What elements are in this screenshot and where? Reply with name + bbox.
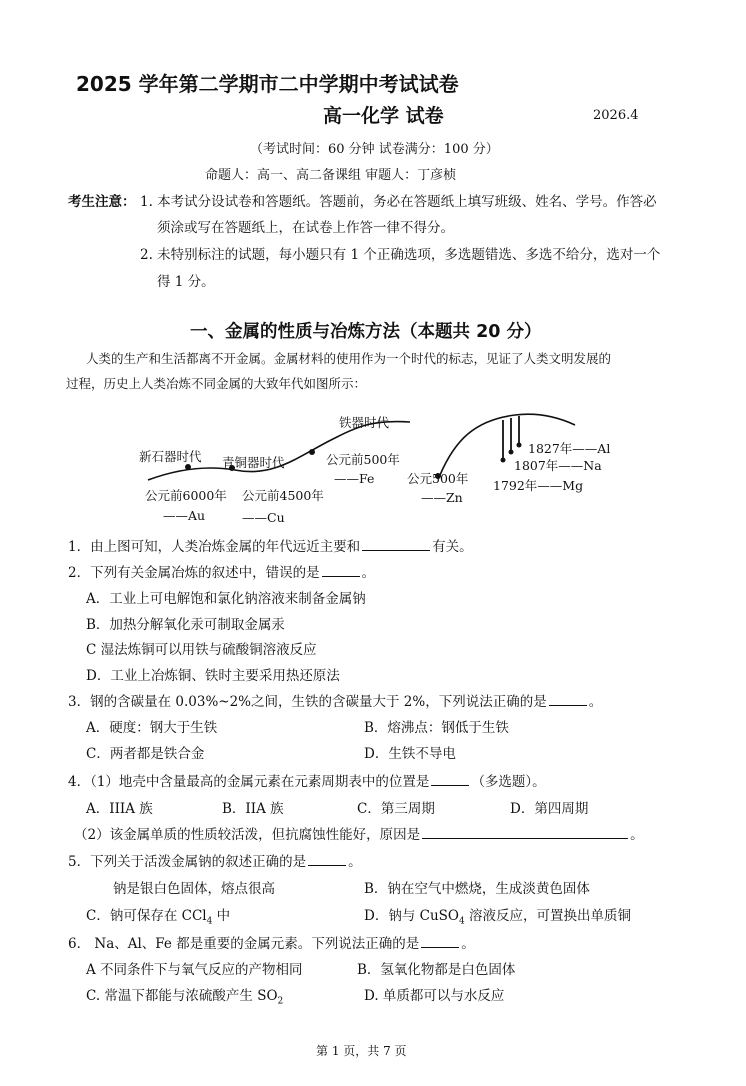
label-au: ——Au <box>163 508 206 523</box>
notice-item2-line2: 得 1 分。 <box>157 274 215 290</box>
q2-option-d[interactable]: D．工业上冶炼铜、铁时主要采用热还原法 <box>86 668 340 684</box>
exam-subtitle: 高一化学 试卷 <box>323 105 444 127</box>
notice-item1-line2: 须涂或写在答题纸上，在试卷上作答一律不得分。 <box>157 220 454 236</box>
q1-answer-blank[interactable] <box>362 549 430 551</box>
q6-option-d[interactable]: D. 单质都可以与水反应 <box>364 988 505 1004</box>
section-intro-line1: 人类的生产和生活都离不开金属。金属材料的使用作为一个时代的标志，见证了人类文明发展的 <box>86 351 612 366</box>
label-fe-year: 公元前500年 <box>326 452 400 467</box>
marker-fe <box>309 449 315 455</box>
label-zn: ——Zn <box>421 490 463 505</box>
q2-option-a[interactable]: A．工业上可电解饱和氯化钠溶液来制备金属钠 <box>86 591 366 607</box>
exam-date: 2026.4 <box>593 108 639 123</box>
section-heading: 一、金属的性质与冶炼方法（本题共 20 分） <box>190 322 542 342</box>
q3-option-b[interactable]: B．熔沸点：钢低于生铁 <box>364 720 509 736</box>
label-zn-year: 公元500年 <box>407 471 469 486</box>
exam-info: （考试时间：60 分钟 试卷满分：100 分） <box>250 142 499 157</box>
q5-option-d[interactable]: D．钠与 CuSO$_4$ 溶液反应，可置换出单质铜 <box>364 908 631 927</box>
notice-item2-line1: 2. 未特别标注的试题，每小题只有 1 个正确选项，多选题错选、多选不给分，选对一个 <box>140 247 661 263</box>
q5-option-b[interactable]: B．钠在空气中燃烧，生成淡黄色固体 <box>364 881 590 897</box>
exam-title: 2025 学年第二学期市二中学期中考试试卷 <box>76 72 459 96</box>
q5-option-c[interactable]: C．钠可保存在 CCl$_4$ 中 <box>86 908 231 927</box>
q4-option-d[interactable]: D．第四周期 <box>510 801 589 817</box>
q4-part2-answer-blank[interactable] <box>422 837 628 839</box>
q3-option-d[interactable]: D．生铁不导电 <box>364 746 456 762</box>
notice-label: 考生注意： <box>68 194 136 210</box>
question-6: 6． Na、Al、Fe 都是重要的金属元素。下列说法正确的是 。 <box>68 936 475 952</box>
question-4: 4．（1）地壳中含量最高的金属元素在元素周期表中的位置是 （多选题）。 <box>68 774 546 790</box>
q6-option-b[interactable]: B．氢氧化物都是白色固体 <box>357 962 516 978</box>
notice-item1-line1: 1. 本考试分设试卷和答题纸。答题前，务必在答题纸上填写班级、姓名、学号。作答必 <box>140 194 657 210</box>
question-3: 3．钢的含碳量在 0.03%~2%之间，生铁的含碳量大于 2%，下列说法正确的是 。 <box>68 694 603 710</box>
label-cu: ——Cu <box>242 510 285 525</box>
label-al: 1827年——Al <box>528 441 611 456</box>
label-bronze-age: 青铜器时代 <box>222 455 285 470</box>
label-mg: 1792年——Mg <box>493 478 584 493</box>
question-2: 2．下列有关金属冶炼的叙述中，错误的是 。 <box>68 565 376 581</box>
label-na: 1807年——Na <box>514 458 602 473</box>
q6-option-c[interactable]: C. 常温下都能与浓硫酸产生 $SO_2$ <box>86 988 284 1007</box>
q2-option-c[interactable]: C 湿法炼铜可以用铁与硫酸铜溶液反应 <box>86 642 317 658</box>
exam-authors: 命题人：高一、高二备课组 审题人：丁彦桢 <box>205 168 457 183</box>
q4-option-c[interactable]: C．第三周期 <box>357 801 435 817</box>
marker-au <box>185 464 191 470</box>
q4-option-b[interactable]: B．IIA 族 <box>222 801 284 817</box>
q4-option-a[interactable]: A．IIIA 族 <box>86 801 153 817</box>
q4-answer-blank[interactable] <box>431 784 469 786</box>
label-stone-age: 新石器时代 <box>139 449 202 464</box>
q5-option-a[interactable]: 钠是银白色固体，熔点很高 <box>113 881 275 897</box>
question-5: 5．下列关于活泼金属钠的叙述正确的是 。 <box>68 854 362 870</box>
question-1: 1．由上图可知，人类冶炼金属的年代远近主要和 有关。 <box>68 539 473 555</box>
label-iron-age: 铁器时代 <box>339 415 390 430</box>
q6-answer-blank[interactable] <box>421 946 459 948</box>
question-4-part-2: （2）该金属单质的性质较活泼，但抗腐蚀性能好，原因是 。 <box>74 827 644 843</box>
q3-answer-blank[interactable] <box>549 704 587 706</box>
label-fe: ——Fe <box>334 471 375 486</box>
q2-option-b[interactable]: B．加热分解氧化汞可制取金属汞 <box>86 617 285 633</box>
q3-option-a[interactable]: A．硬度：钢大于生铁 <box>86 720 218 736</box>
q3-option-c[interactable]: C．两者都是铁合金 <box>86 746 205 762</box>
q2-answer-blank[interactable] <box>322 575 360 577</box>
page-footer: 第 1 页，共 7 页 <box>316 1044 407 1058</box>
section-intro-line2: 过程，历史上人类冶炼不同金属的大致年代如图所示： <box>66 376 367 391</box>
label-au-year: 公元前6000年 <box>145 488 227 503</box>
q6-option-a[interactable]: A 不同条件下与氧气反应的产物相同 <box>86 962 303 978</box>
q5-answer-blank[interactable] <box>308 864 346 866</box>
label-cu-year: 公元前4500年 <box>242 488 324 503</box>
